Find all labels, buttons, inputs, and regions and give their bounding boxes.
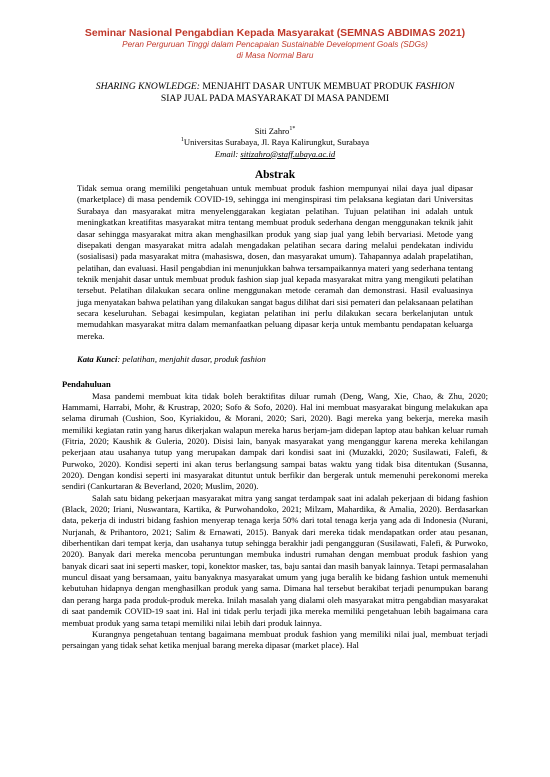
intro-paragraph-1: Masa pandemi membuat kita tidak boleh beraktifitas diluar rumah (Deng, Wang, Xie, Chao, & Zhu, 2020; Hammami, Harrabi, Mohr, & Krustrap, 2020; Sofo & Sofo, 2020). Hal ini membuat masyarakat bingung melakukan apa selama dirumah (Cushion, Soo, Kyriakidou, & Morani, 2020; Sari, 2020). Bagi mereka yang bekerja, mereka masih memiliki kegiatan ratin yang harus dikerjakan walapun mereka harus berjam-jam didepan laptop atau bahkan keluar rumah (Fitria, 2020; Kaushik & Guleria, 2020). Disisi lain, banyak masyarakat yang menganggur karena mereka kehilangan pekerjaan atau usahanya tutup yang merupakan dampak dari kondisi saat ini (Muzakki, 2020; Susilawati, Falefi, & Purwoko, 2020). Kondisi seperti ini akan terus berlangsung sampai batas waktu yang tidak bisa ditentukan (Susanna, 2020). Dengan kondisi seperti ini masyarakat dituntut untuk berfikir dan bergerak untuk memenuhi perekonomi mereka sendiri (Cankurtaran & Beverland, 2020; Muslim, 2020).: [62, 390, 488, 492]
intro-heading: Pendahuluan: [62, 379, 111, 390]
title-rest: MENJAHIT DASAR UNTUK MEMBUAT PRODUK: [199, 80, 416, 92]
keywords-label: Kata Kunci: [77, 353, 118, 364]
title-fashion: FASHION: [415, 80, 455, 92]
keywords-text: : pelatihan, menjahit dasar, produk fashion: [117, 353, 266, 364]
conference-subtitle: Peran Perguruan Tinggi dalam Pencapaian Sustainable Development Goals (SDGs): [122, 40, 428, 50]
keywords: [77, 354, 473, 365]
intro-paragraph-2: Salah satu bidang pekerjaan masyarakat mitra yang sangat terdampak saat ini adalah pekerjaan di bidang fashion (Black, 2020; Iriani, Nuswantara, Kartika, & Purwohandoko, 2021; Milzam, Mahardika, & Amalia, 2020). Berdasarkan data, pekerja di industri bidang fashion menyerap tenaga kerja 50% dari total tenaga kerja yang ada di Indonesia (Nurani, Nurjanah, & Prihantoro, 2021; Salim & Ernawati, 2015). Banyak dari mereka tidak mendapatkan order atau pesanan, diberhentikan dari tempat kerja, dan usahanya tutup sehingga berakhir jadi pengangguran (Susilawati, Falefi, & Purwoko, 2020). Banyak dari mereka mencoba peruntungan membuka industri rumahan dengan membuat produk fashion yang banyak dicari saat ini seperti masker, topi, konektor masker, tas, baju santai dan masih banyak lainnya. Tetapi permasalahan muncul disaat yang bersamaan, yaitu banyaknya masyarakat umum yang juga beralih ke bidang fashion untuk memenuhi kebutuhan hidapnya dengan menghasilkan produk yang sama. Dimana hal tersebut berakibat terjadi penumpukan barang dan perang harga pada produk-produk mereka. Inilah masalah yang dialami oleh masyarakat mitra pengabdian masyarakat di saat pandemik COVID-19 saat ini. Hal ini tidak perlu terjadi jika mereka memiliki pengetahuan lebih bagaimana cara membuat produk yang sama tetapi memiliki nilai lebih dari produk lainnya.: [62, 492, 488, 628]
title-line-2: SIAP JUAL PADA MASYARAKAT DI MASA PANDEMI: [160, 93, 390, 105]
author-affiliation: $^1$Universitas Surabaya, Jl. Raya Kalirungkut, Surabaya: [180, 137, 370, 148]
title-italic: SHARING KNOWLEDGE:: [95, 80, 200, 92]
author-name: Siti Zahro$^{1*}$: [254, 125, 296, 136]
abstract-heading: Abstrak: [254, 168, 296, 181]
intro-paragraph-3: Kurangnya pengetahuan tentang bagaimana membuat produk fashion yang memiliki nilai jual, membuat terjadi persaingan yang tidak sehat ketika menjual barang mereka dipasar (market place). Hal: [62, 628, 488, 651]
abstract-text: Tidak semua orang memiliki pengetahuan untuk membuat produk fashion mempunyai nilai daya jual dipasar (marketplace) di masa pendemik COVID-19, sehingga ini menginspirasi tim pelaksana kegiatan dari Universitas Surabaya dan masyarakat mitra menyelenggarakan kegiatan pelatihan. Tujuan pelatihan ini adalah untuk meningkatkan kreatifitas masyarakat mitra tentang membuat produk sederhana dengan menggunakan teknik jahit dasar sehingga masyarakat mitra akan menghasilkan produk yang siap jual yang lebih bervariasi. Metode yang disepakati dengan masyarakat mitra adalah mengadakan pelatihan secara daring melalui pendekatan individu (sosialisasi) pada masyarakat mitra (mahasiswa, dosen, dan masyarakat umum). Tahapannya adalah prapelatihan, pelatihan, dan evaluasi. Hasil pengabdian ini menunjukkan bahwa tersampaikannya materi yang sederhana tentang teknik menjahit dasar untuk membuat produk fashion siap jual kepada masyarakat mitra yang mengikuti pelatihan tersebut. Pelatihan dilakukan secara online menggunakan metode ceramah dan demonstrasi. Hasil evaluasinya juga menyatakan bahwa pelatihan yang dilakukan sangat bagus dilihat dari sisi pemateri dan pelaksanaan pelatihan secara keseluruhan. Sebagai kesimpulan, kegiatan pelatihan ini perlu dilakukan secara berkelanjutan untuk memudahkan masyarakat mitra dalam memanfaatkan peluang dipasar kerja untuk membantu pendapatan keluarga mereka.: [77, 183, 473, 341]
email-link[interactable]: sitizahro@staff.ubaya.ac.id: [240, 148, 336, 159]
author-email: Email: sitizahro@staff.ubaya.ac.id: [214, 148, 336, 159]
paper-title: [62, 81, 488, 106]
conference-title: Seminar Nasional Pengabdian Kepada Masyarakat (SEMNAS ABDIMAS 2021): [84, 28, 466, 39]
conference-subtitle-2: di Masa Normal Baru: [236, 50, 314, 60]
